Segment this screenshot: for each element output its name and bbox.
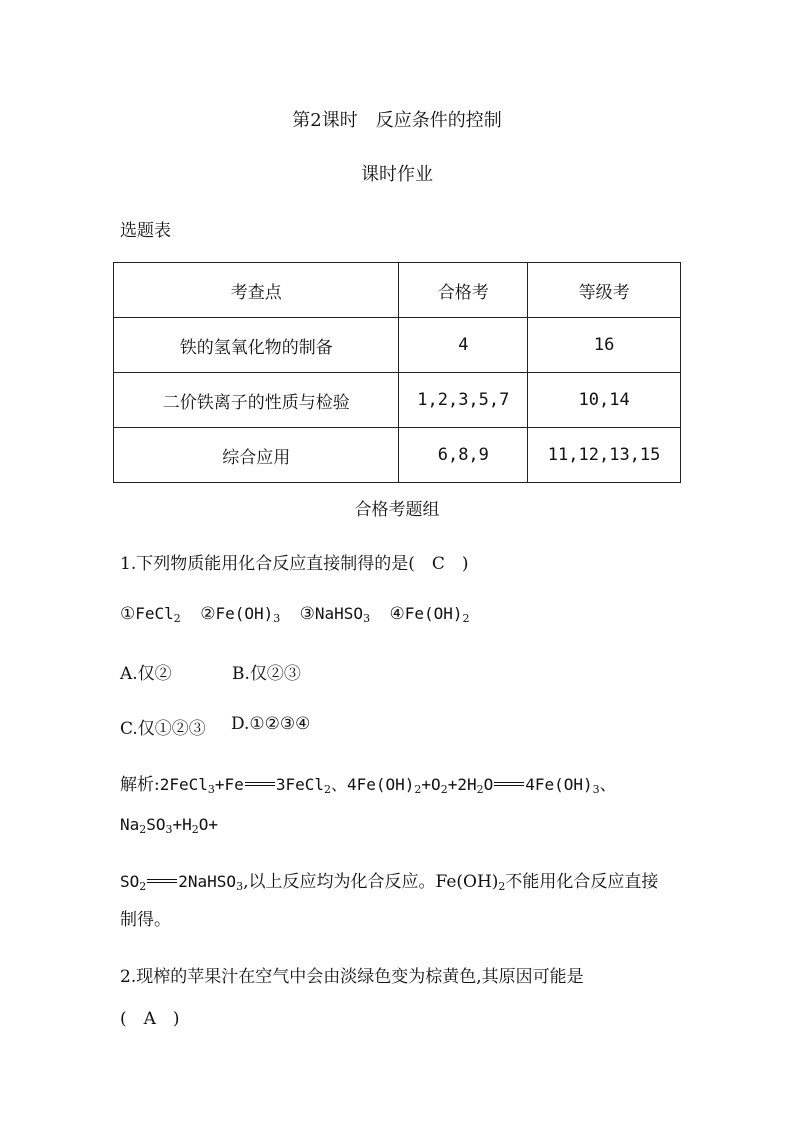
equals-sign <box>245 782 275 786</box>
analysis-line-4: 制得。 <box>120 910 171 930</box>
question-2-stem: 2.现榨的苹果汁在空气中会由淡绿色变为棕黄色,其原因可能是 <box>120 967 584 987</box>
analysis-line-3: $SO_2$ 2NaHSO$_3$,以上反应均为化合反应。$Fe(OH)_2$不能用化合反应直接 <box>120 872 659 893</box>
item-mark: ④ <box>389 604 405 624</box>
option-c: C.仅①②③ <box>120 719 206 739</box>
table-cell: 11,12,13,15 <box>528 428 681 483</box>
equals-sign <box>494 782 524 786</box>
table-cell: 6,8,9 <box>399 428 528 483</box>
table-cell: 综合应用 <box>114 428 399 483</box>
equals-sign <box>147 879 177 883</box>
table-cell: 铁的氢氧化物的制备 <box>114 318 399 373</box>
table-row <box>114 373 681 428</box>
option-a: A.仅② <box>120 664 172 684</box>
page-subtitle: 课时作业 <box>361 164 433 185</box>
question-2-answer: ( A ) <box>120 1009 180 1029</box>
item-mark: ② <box>200 604 216 624</box>
table-header-row <box>114 263 681 318</box>
table-cell: 10,14 <box>528 373 681 428</box>
option-d: D.①②③④ <box>231 714 311 734</box>
table-cell: 1,2,3,5,7 <box>399 373 528 428</box>
page-title: 第2课时 反应条件的控制 <box>292 110 502 131</box>
table-cell: 16 <box>528 318 681 373</box>
table-header-cell: 考查点 <box>114 263 399 318</box>
table-cell: 二价铁离子的性质与检验 <box>114 373 399 428</box>
analysis-label: 解析: <box>120 775 160 795</box>
table-cell: 4 <box>399 318 528 373</box>
table-header-cell: 合格考 <box>399 263 528 318</box>
option-b: B.仅②③ <box>232 664 301 684</box>
group-title: 合格考题组 <box>354 500 440 520</box>
table-header-cell: 等级考 <box>528 263 681 318</box>
item-mark: ③ <box>299 604 315 624</box>
analysis-line-1: 解析:2FeCl$_3$+Fe 3FeCl$_2$、$4Fe(OH)_2+O_2+2H_2O$ $4Fe(OH)_3$、 <box>120 775 617 796</box>
table-caption: 选题表 <box>120 221 171 241</box>
question-1-items: ①FeCl$_2$ $②Fe(OH)_3$ ③NaHSO$_3$ $④Fe(OH)_2$ <box>120 604 470 625</box>
analysis-line-2: $Na_2SO_3+H_2O+$ <box>120 815 219 836</box>
table-row <box>114 318 681 373</box>
selection-table <box>113 262 681 483</box>
item-mark: ① <box>120 604 136 624</box>
question-1-stem: 1.下列物质能用化合反应直接制得的是( C ) <box>120 554 469 574</box>
table-row <box>114 428 681 483</box>
